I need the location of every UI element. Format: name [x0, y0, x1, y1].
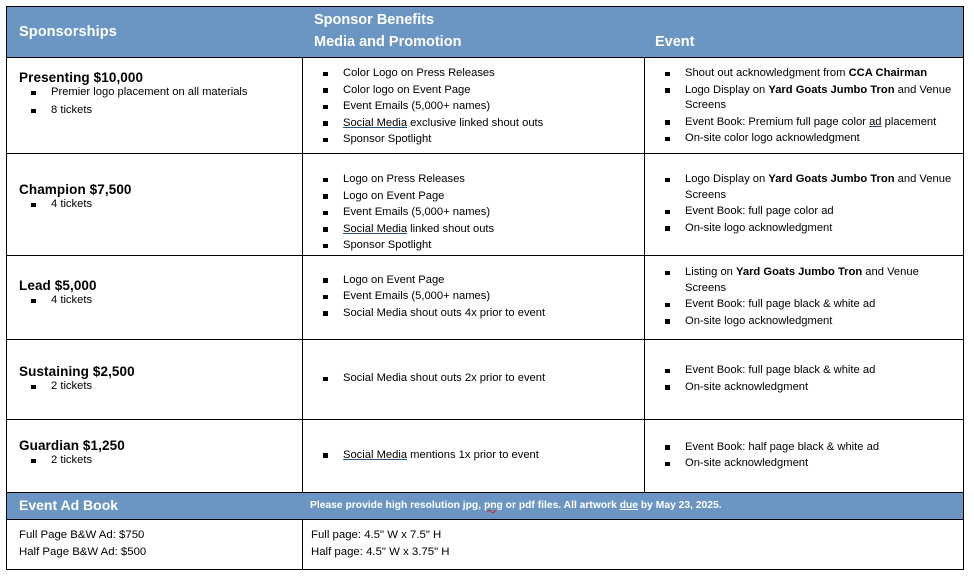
ad-price-line: Full Page B&W Ad: $750 [19, 529, 145, 541]
header-label-sponsorships: Sponsorships [19, 24, 117, 40]
media-benefit-list [311, 66, 636, 149]
list-item: Premier logo placement on all materials [19, 85, 292, 101]
table-row [7, 153, 963, 255]
ad-size-line: Half page: 4.5" W x 3.75" H [311, 546, 450, 558]
media-cell [302, 340, 644, 419]
event-cell [644, 420, 963, 492]
media-benefit-list [311, 273, 636, 323]
list-item: Event Emails (5,000+ names) [311, 99, 636, 115]
media-cell [302, 420, 644, 492]
event-benefit-list [653, 363, 953, 396]
event-ad-book-banner [7, 492, 963, 519]
tier-cell [7, 420, 302, 492]
event-benefit-list [653, 265, 953, 330]
table-row [7, 339, 963, 419]
media-benefit-list [311, 448, 636, 465]
list-item: Social Media shout outs 4x prior to event [311, 306, 636, 322]
list-item: Sponsor Spotlight [311, 238, 636, 254]
list-item: Logo Display on Yard Goats Jumbo Tron and Venue Screens [653, 172, 953, 203]
list-item: Color Logo on Press Releases [311, 66, 636, 82]
list-item: 2 tickets [19, 453, 292, 469]
header-cell-sponsorships [7, 7, 302, 57]
list-item: Logo on Press Releases [311, 172, 636, 188]
event-benefit-list [653, 172, 953, 237]
tier-cell [7, 256, 302, 339]
list-item: Social Media linked shout outs [311, 222, 636, 238]
list-item: Logo on Event Page [311, 273, 636, 289]
ad-size-line: Full page: 4.5" W x 7.5" H [311, 529, 442, 541]
header-label-event: Event [655, 34, 695, 50]
ad-prices-cell [7, 520, 302, 569]
media-cell [302, 154, 644, 255]
tier-name: Presenting $10,000 [19, 70, 144, 85]
list-item: Sponsor Spotlight [311, 132, 636, 148]
list-item: Logo Display on Yard Goats Jumbo Tron and Venue Screens [653, 83, 953, 114]
list-item: On-site logo acknowledgment [653, 314, 953, 330]
tier-cell [7, 154, 302, 255]
tier-name: Lead $5,000 [19, 278, 97, 293]
list-item: On-site acknowledgment [653, 456, 953, 472]
tier-benefit-list [19, 379, 292, 395]
list-item: Event Book: full page black & white ad [653, 363, 953, 379]
media-cell [302, 256, 644, 339]
tier-benefit-list [19, 85, 292, 119]
tier-benefit-list [19, 293, 292, 309]
header-label-sponsor-benefits: Sponsor Benefits [314, 12, 435, 28]
list-item: Event Emails (5,000+ names) [311, 289, 636, 305]
ad-sizes-cell [302, 520, 963, 569]
header-label-media-and-promotion: Media and Promotion [314, 34, 462, 50]
list-item: Event Book: full page black & white ad [653, 297, 953, 313]
header-cell-benefits [302, 7, 963, 57]
tier-benefit-list [19, 453, 292, 469]
list-item: Event Book: full page color ad [653, 204, 953, 220]
event-cell [644, 256, 963, 339]
list-item: Event Book: Premium full page color ad placement [653, 115, 953, 131]
table-row [7, 419, 963, 492]
event-ad-book-title: Event Ad Book [19, 497, 119, 513]
event-benefit-list [653, 440, 953, 473]
table-header [7, 7, 963, 57]
list-item: Social Media mentions 1x prior to event [311, 448, 636, 464]
tier-benefit-list [19, 197, 292, 213]
sponsorship-table [6, 6, 964, 570]
ad-price-line: Half Page B&W Ad: $500 [19, 546, 147, 558]
list-item: Social Media shout outs 2x prior to event [311, 371, 636, 387]
list-item: Logo on Event Page [311, 189, 636, 205]
event-cell [644, 340, 963, 419]
event-ad-book-note: Please provide high resolution jpg, png or pdf files. All artwork due by May 23, 2025. [310, 500, 722, 511]
table-row [7, 255, 963, 339]
list-item: 4 tickets [19, 197, 292, 213]
list-item: Shout out acknowledgment from CCA Chairman [653, 66, 953, 82]
event-cell [644, 58, 963, 153]
list-item: On-site logo acknowledgment [653, 221, 953, 237]
list-item: On-site acknowledgment [653, 380, 953, 396]
list-item: 8 tickets [19, 103, 292, 119]
list-item: Color logo on Event Page [311, 83, 636, 99]
list-item: Event Book: half page black & white ad [653, 440, 953, 456]
tier-cell [7, 58, 302, 153]
list-item: Event Emails (5,000+ names) [311, 205, 636, 221]
tier-name: Champion $7,500 [19, 182, 132, 197]
tier-cell [7, 340, 302, 419]
list-item: Listing on Yard Goats Jumbo Tron and Venue Screens [653, 265, 953, 296]
media-benefit-list [311, 371, 636, 388]
list-item: On-site color logo acknowledgment [653, 131, 953, 147]
media-cell [302, 58, 644, 153]
event-ad-book-row [7, 519, 963, 569]
event-benefit-list [653, 66, 953, 148]
table-row [7, 57, 963, 153]
list-item: 4 tickets [19, 293, 292, 309]
tier-name: Sustaining $2,500 [19, 364, 135, 379]
event-cell [644, 154, 963, 255]
media-benefit-list [311, 172, 636, 255]
list-item: Social Media exclusive linked shout outs [311, 116, 636, 132]
list-item: 2 tickets [19, 379, 292, 395]
tier-name: Guardian $1,250 [19, 438, 125, 453]
